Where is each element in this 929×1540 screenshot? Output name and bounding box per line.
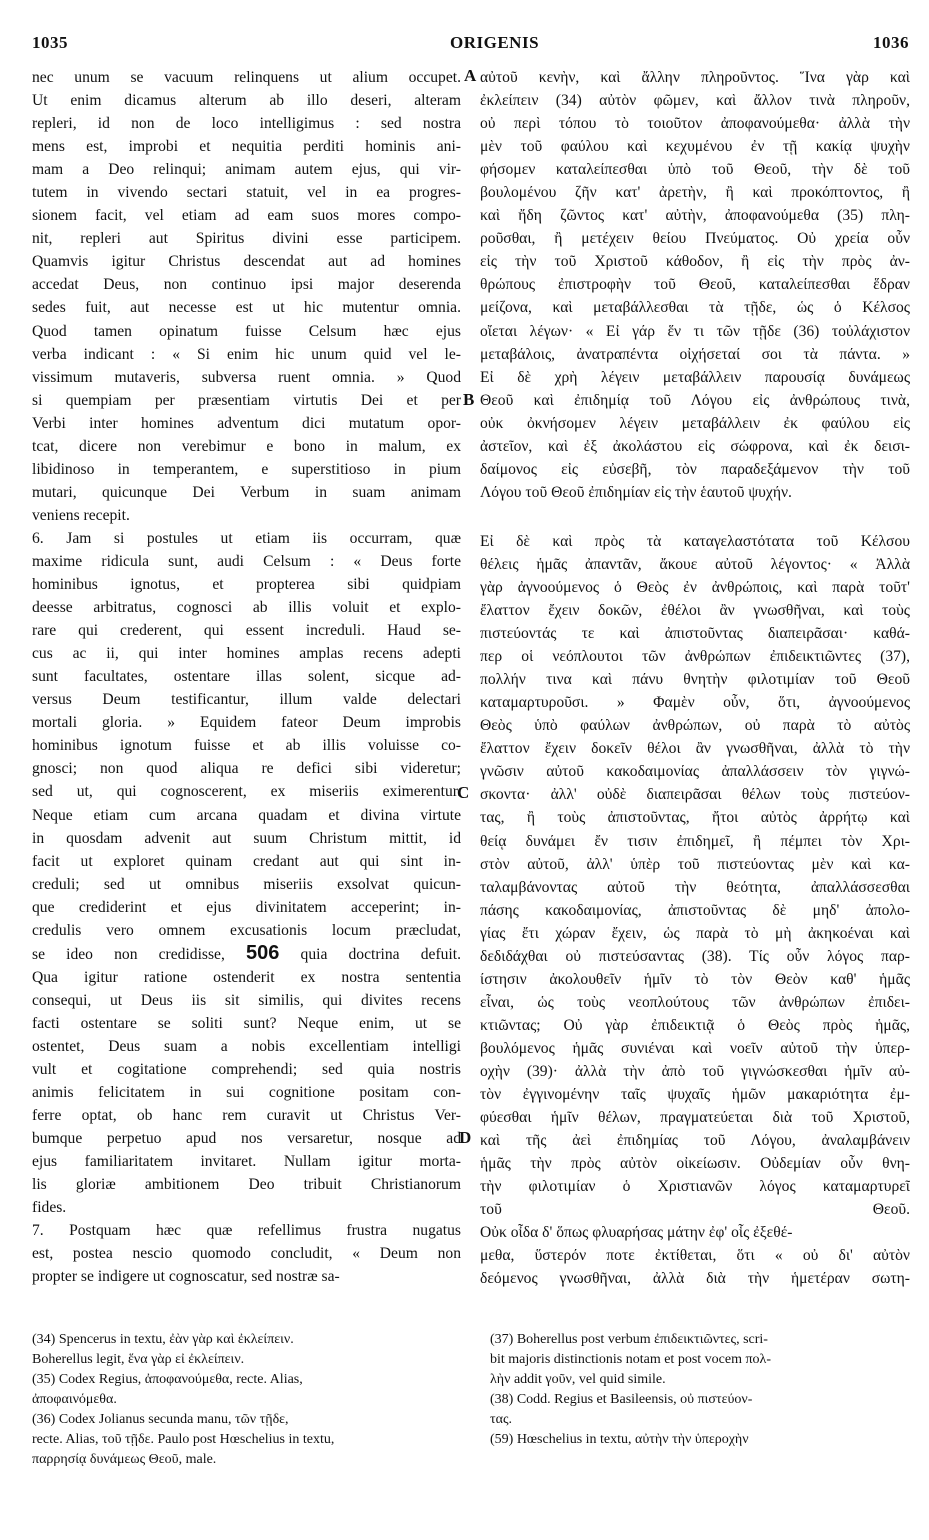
latin-text-line: sionem facit, vel etiam ad eam suos mores compo- — [32, 207, 461, 225]
latin-text-line: si quempiam per præsentiam virtutis Dei et per — [32, 391, 461, 409]
greek-text-line: Θεὸς ὑπὸ φαύλων ἀνθρώπων, οὐ παρὰ τὸ αὐτὸς — [480, 717, 910, 735]
latin-text-line: maxime ridicula sunt, audi Celsum : « Deus forte — [32, 552, 461, 570]
footnote-line: (34) Spencerus in textu, ἐὰν γὰρ καὶ ἐκλείπειν. — [32, 1332, 294, 1347]
latin-text-line: 7. Postquam hæc quæ refellimus frustra nugatus — [32, 1222, 461, 1240]
greek-text-line: γνῶσιν αὐτοῦ κακοδαιμονίας ἀπαλλάσσειν τὸν γιγνώ- — [480, 763, 910, 781]
latin-text-line: tutem in vivendo sectari statuit, vel in ea progres- — [32, 184, 461, 202]
greek-text-line: πολλήν τινα καὶ πάνυ θνητὴν φιλοτιμίαν τοῦ Θεοῦ — [480, 671, 910, 689]
latin-text-line: versus Deum testificantur, illum valde delectari — [32, 691, 461, 709]
footnote-line: παρρησίᾳ δυνάμεως Θεοῦ, male. — [32, 1452, 217, 1467]
greek-text-line: τοῦ Θεοῦ. — [480, 1201, 910, 1219]
latin-text-line: consequi, ut Deus iis sit similis, qui divites recens — [32, 991, 461, 1009]
footnote-line: (36) Codex Jolianus secunda manu, τῶν τῇδε, — [32, 1412, 289, 1427]
greek-text-line: Εἰ δὲ χρὴ λέγειν μεταβάλλειν παρουσίᾳ δυνάμεως — [480, 368, 910, 386]
latin-text-line: mutari, quicunque Dei Verbum in suam animam — [32, 483, 461, 501]
page-number-left: 1035 — [32, 33, 68, 52]
footnote-line: (59) Hœschelius in textu, αὐτὴν τὴν ὑπεροχὴν — [490, 1432, 749, 1447]
latin-text-line: verba indicant : « Si enim hic unum quid vel le- — [32, 345, 461, 363]
greek-text-line: δεόμενος γνωσθῆναι, ἀλλὰ διὰ τὴν ἡμετέραν σωτη- — [480, 1270, 910, 1288]
latin-text-line: animis felicitatem in sui cognitione positam con- — [32, 1084, 461, 1102]
greek-text-line: φύεσθαι ἡμῖν θέλων, πραγματεύεται διὰ τοῦ Χριστοῦ, — [480, 1109, 910, 1127]
latin-text-line: propter se indigere ut cognoscatur, sed nostræ sa- — [32, 1268, 340, 1286]
footnotes-left — [32, 1330, 457, 1470]
latin-text-line: que crediderint et ejus divinitatem acceperint; in- — [32, 898, 461, 916]
greek-text-line: ροῦσθαι, ἢ μετέχειν θείου Πνεύματος. Οὐ χρεία οὖν — [480, 230, 910, 248]
latin-text-line: est, postea nescio quomodo concludit, « Deum non — [32, 1245, 461, 1263]
greek-text-line: πιστεύοντάς τε καὶ ἀπιστοῦντας διαπειρᾶσαι· καθά- — [480, 625, 910, 643]
greek-text-line: Λόγου τοῦ Θεοῦ ἐπιδημίαν εἰς τὴν ἑαυτοῦ ψυχήν. — [480, 483, 792, 501]
greek-text-line: τὴν φιλοτιμίαν ὁ Χριστιανῶν λόγος καταμαρτυρεῖ — [480, 1178, 910, 1196]
latin-text-line: ejus familiaritatem invitaret. Nullam igitur morta- — [32, 1153, 461, 1171]
greek-text-line: καὶ τῆς ἀεὶ ἐπιδημίας τοῦ Λόγου, ἀναλαμβάνειν — [480, 1132, 910, 1150]
greek-text-line: οχὴν (39)· ἀλλὰ τὴν ἀπὸ τοῦ γιγνώσκεσθαι ἡμῖν αὐ- — [480, 1062, 910, 1080]
greek-text-line: κτιῶντας; Οὐ γὰρ ἐπιδεικτιᾷ ὁ Θεὸς πρὸς ἡμᾶς, — [480, 1016, 910, 1034]
footnote-line: Boherellus legit, ἕνα γὰρ εἰ ἐκλείπειν. — [32, 1352, 245, 1367]
greek-text-line: θείᾳ δυνάμει ἔν τισιν ἐπιδημεῖ, ἢ πέμπει τὸν Χρι- — [480, 832, 910, 850]
latin-text-line: ostentet, Deus suam a nobis excellentiam intelligi — [32, 1037, 461, 1055]
section-marker-a: A — [464, 66, 477, 85]
latin-text-line: 6. Jam si postules ut etiam iis occurram, quæ — [32, 529, 461, 547]
greek-text-line: αὐτοῦ κενὴν, καὶ ἄλλην πληροῦντος. Ἵνα γὰρ καὶ — [480, 69, 910, 86]
greek-text-line: ἔλαττον ἔχειν δοκῶν, ἐθέλοι ἂν γνωσθῆναι, καὶ τοὺς — [480, 602, 910, 620]
greek-text-line: φήσομεν καταλείπεσθαι ὑπὸ τοῦ Θεοῦ, τὴν δὲ τοῦ — [480, 161, 910, 179]
latin-text-line: Ut enim dicamus alterum ab illo deseri, alteram — [32, 92, 461, 110]
greek-text-line: θρώπους ἐπιστροφὴν τοῦ Θεοῦ, καταλείπεσθαι ἕδραν — [480, 276, 910, 294]
section-marker-d: D — [459, 1128, 472, 1147]
latin-text-line: mam a Deo relinqui; animam autem ejus, qui vir- — [32, 161, 461, 179]
greek-text-line: εἶναι, ὡς τοὺς νεοπλούτους τῶν ἀνθρώπων ἐπιδει- — [480, 993, 910, 1011]
greek-text-line: καταμαρτυροῦσι. » Φαμὲν οὖν, ὅτι, ἀγνοούμενος — [480, 694, 910, 712]
latin-text-line — [32, 942, 461, 966]
footnote-line: (35) Codex Regius, ἀποφανούμεθα, recte. Alias, — [32, 1372, 303, 1387]
latin-text-line: gnosci; non quod aliqua re defici sibi videretur; — [32, 760, 461, 778]
greek-text-line: στὸν αὐτοῦ, ἀλλ' ὑπὲρ τοῦ πιστεύοντας μὲν καὶ κα- — [480, 855, 910, 873]
footnote-line: τας. — [490, 1412, 513, 1427]
greek-text-line: ἐκλείπειν (34) αὐτὸν φῶμεν, καὶ ἄλλον τινὰ πληροῦν, — [480, 92, 910, 110]
greek-text-line: θέλεις ἡμᾶς ἀπαντᾶν, ἄκουε αὐτοῦ λέγοντος· « Ἀλλὰ — [480, 555, 910, 573]
latin-text-line: deesse arbitratus, cognosci ab illis voluit et explo- — [32, 599, 461, 617]
latin-text-line: Neque etiam cum arcana quadam et divina virtute — [32, 806, 461, 824]
footnote-line: ἀποφαινόμεθα. — [32, 1392, 117, 1407]
greek-text-line: Θεοῦ καὶ ἐπιδημίᾳ τοῦ Λόγου εἰς ἀνθρώπους τινὰ, — [480, 391, 910, 409]
greek-text-line: εἰς τὴν τοῦ Χριστοῦ κάθοδον, ἢ εἰς τὴν πρὸς ἀν- — [480, 253, 910, 271]
latin-text-line: mens est, improbi et nequitia perditi hominis ani- — [32, 138, 461, 156]
footnote-line: bit majoris distinctionis notam et post vocem πολ- — [490, 1352, 771, 1367]
greek-text-line: μεταβάλοις, ἀνατραπέντα οἰχήσεταί σοι τὰ πάντα. » — [480, 345, 910, 363]
greek-text-line: ἀστεῖον, καὶ ἐξ ἀκολάστου εἰς σώφρονα, καὶ ἐκ δεισι- — [480, 437, 910, 455]
footnote-line: recte. Alias, τοῦ τῇδε. Paulo post Hœschelius in textu, — [32, 1432, 335, 1447]
greek-text-line: Οὐκ οἶδα δ' ὅπως φλυαρήσας μάτην ἐφ' οἷς ἐξεθέ- — [480, 1224, 793, 1242]
latin-text-line: hominibus ignotus, et propterea sibi quidpiam — [32, 576, 461, 594]
latin-text-line: sedes fuit, aut necesse est ut hic mutentur omnia. — [32, 299, 461, 317]
paragraph-gap — [480, 504, 910, 530]
greek-text-line: ἡμᾶς τὴν πρὸς αὐτὸν οἰκείωσιν. Οὐδεμίαν οὖν θνη- — [480, 1155, 910, 1173]
greek-text-line: πάσης κακοδαιμονίας, ἀπιστοῦντας δὲ μηδ' ἀπολο- — [480, 901, 910, 919]
greek-text-line: δεδιδάχθαι οὐ πιστεύσαντας (38). Τίς οὖν λόγος παρ- — [480, 947, 910, 965]
latin-text-line: credulis vero omnem excusationis locum præcludat, — [32, 921, 461, 939]
greek-text-line: Εἰ δὲ καὶ πρὸς τὰ καταγελαστότατα τοῦ Κέλσου — [480, 532, 910, 550]
latin-text-line: facti ostentare se soliti sunt? Neque enim, ut se — [32, 1014, 461, 1032]
page-number-right: 1036 — [873, 33, 909, 52]
latin-text-line: sed ut, qui cognoscerent, ex miseriis eximerentur. — [32, 783, 461, 801]
latin-column — [32, 66, 461, 1288]
latin-text-line: rare qui crederent, qui essent increduli. Haud se- — [32, 622, 461, 640]
latin-text-line: libidinoso in temperantem, e superstitioso in pium — [32, 460, 461, 478]
greek-text-line: βουλόμενος ἡμᾶς συνιέναι καὶ νοεῖν αὐτοῦ τὴν ὑπερ- — [480, 1039, 910, 1057]
latin-text-line: in quosdam advenit aut suum Christum mittit, id — [32, 829, 461, 847]
greek-text-line: περ οἱ νεόπλουτοι τῶν ἀνθρώπων ἐπιδεικτιῶντες (37), — [480, 648, 910, 666]
latin-text-line: tcat, dicere non verebimur e bono in malum, ex — [32, 437, 461, 455]
greek-text-line: οἴεται λέγων· « Εἰ γάρ ἕν τι τῶν τῇδε (36) τοὐλάχιστον — [480, 322, 910, 340]
latin-text-line: cus ac ii, qui inter homines amplas recens adepti — [32, 645, 461, 663]
greek-text-line: μεθα, ὕστερόν ποτε ἐκτίθεται, ὅτι « οὐ δι' αὐτὸν — [480, 1247, 910, 1265]
greek-text-line: δαίμονος εἰς εὐσεβῆ, τὸν παραδεξάμενον τὴν τοῦ — [480, 460, 910, 478]
latin-text-line: hominibus ignotum fuisse et ab illis voluisse co- — [32, 737, 461, 755]
footnote-line: (38) Codd. Regius et Basileensis, οὐ πιστεύον- — [490, 1392, 753, 1407]
greek-text-line: καὶ ἤδη ζῶντος κατ' αὐτὴν, ἀποφανούμεθα (35) πλη- — [480, 207, 910, 225]
greek-text-line: μείζονα, καὶ μεταβάλλεσθαι τὰ τῇδε, ὡς ὁ Κέλσος — [480, 299, 910, 317]
section-marker-b: B — [463, 390, 475, 409]
greek-text-line: ταλαμβάνοντας αὐτοῦ τὴν θεότητα, ἀπαλλάσσεσθαι — [480, 878, 910, 896]
latin-text-line: repleri, id non de loco intelligimus : sed nostra — [32, 115, 461, 133]
greek-text-line: ίστησιν ἀκολουθεῖν ἡμῖν τὸ τὸν Θεὸν καθ' ἡμᾶς — [480, 970, 910, 988]
latin-text-line: bumque perpetuo apud nos versaretur, nosque ad — [32, 1130, 461, 1148]
greek-text-line: βουλομένου ζῆν κατ' ἀρετὴν, ἢ καὶ προκόπτοντος, ἢ — [480, 184, 910, 202]
latin-text-line: vissimum mutaveris, subversa ruent omnia. » Quod — [32, 368, 461, 386]
footnotes-right — [490, 1330, 910, 1450]
greek-text-line: σκοντα· ἀλλ' οὐδὲ διαπειρᾶσαι θέλων τοὺς πιστεύον- — [480, 786, 910, 804]
greek-text-line: τας, ἢ τοὺς ἀπιστοῦντας, ἤτοι αὐτὸς ἀρρήτῳ καὶ — [480, 809, 910, 827]
latin-text-line: Quod tamen opinatum fuisse Celsum hæc ejus — [32, 322, 461, 340]
greek-column — [480, 66, 910, 1290]
latin-text-line: lis gloriæ ambitionem Deo tribuit Christianorum — [32, 1176, 461, 1194]
greek-text-line: οὐκ ὀκνήσομεν λέγειν μεταβάλλειν ἐκ φαύλου εἰς — [480, 414, 910, 432]
greek-text-line: οὐ περὶ τόπου τὸ τοιοῦτον ἀποφανούμεθα· ἀλλὰ τὴν — [480, 115, 910, 133]
latin-text-line: nit, repleri aut Spiritus divini esse participem. — [32, 230, 461, 248]
latin-text-line: creduli; sed ut omnibus miseriis exsolvat quicun- — [32, 875, 461, 893]
text-run: quia doctrina defuit. — [300, 945, 461, 963]
latin-text-line: Verbi inter homines adventum dici mutatum opor- — [32, 414, 461, 432]
greek-text-line: γὰρ ἀγνοούμενος ὁ Θεὸς ἐν ἀνθρώποις, καὶ παρὰ τοῦτ' — [480, 578, 910, 596]
latin-text-line: mortali gloria. » Equidem fateor Deum improbis — [32, 714, 461, 732]
footnote-line: (37) Boherellus post verbum ἐπιδεικτιῶντες, scri- — [490, 1332, 768, 1347]
latin-text-line: vult et cogitatione comprehendi; sed quia nostris — [32, 1061, 461, 1079]
greek-text-line: γίας ἔτι χώραν ἔχειν, ὡς παρὰ τὸ μὴ ἀκηκοέναι καὶ — [480, 924, 910, 942]
text-run: se ideo non credidisse, — [32, 945, 225, 963]
greek-text-line: ἔλαττον ἔχειν δοκεῖν θέλοι ἂν γνωσθῆναι, ἀλλὰ τὸ τὴν — [480, 740, 910, 758]
page-header — [32, 33, 909, 57]
greek-text-line: μὲν τοῦ φαύλου καὶ κεχυμένου ἐν τῇ κακίᾳ ψυχὴν — [480, 138, 910, 156]
latin-text-line: accedat Deus, non continuo ipsi major deserenda — [32, 276, 461, 294]
page-reference-number: 506 — [246, 941, 280, 964]
latin-text-line: nec unum se vacuum relinquens ut alium occupet. — [32, 69, 461, 86]
latin-text-line: facit ut exploret quinam credant aut qui sint in- — [32, 852, 461, 870]
greek-text-line: τὸν ἐγγινομένην ταῖς ψυχαῖς ἡμῶν μακαριότητα ἐμ- — [480, 1086, 910, 1104]
latin-text-line: ferre optat, ob hanc rem curavit ut Christus Ver- — [32, 1107, 461, 1125]
latin-text-line: fides. — [32, 1199, 67, 1217]
latin-text-line: Qua igitur ratione ostenderit ex nostra sententia — [32, 968, 461, 986]
latin-text-line: sunt facultates, ostentare illas solent, sicque ad- — [32, 668, 461, 686]
footnote-line: λὴν addit γοῦν, vel quid simile. — [490, 1372, 666, 1387]
latin-text-line: Quamvis igitur Christus descendat aut ad homines — [32, 253, 461, 271]
section-marker-c: C — [457, 783, 470, 802]
latin-text-line: veniens recepit. — [32, 506, 130, 524]
running-title: ORIGENIS — [450, 33, 540, 52]
